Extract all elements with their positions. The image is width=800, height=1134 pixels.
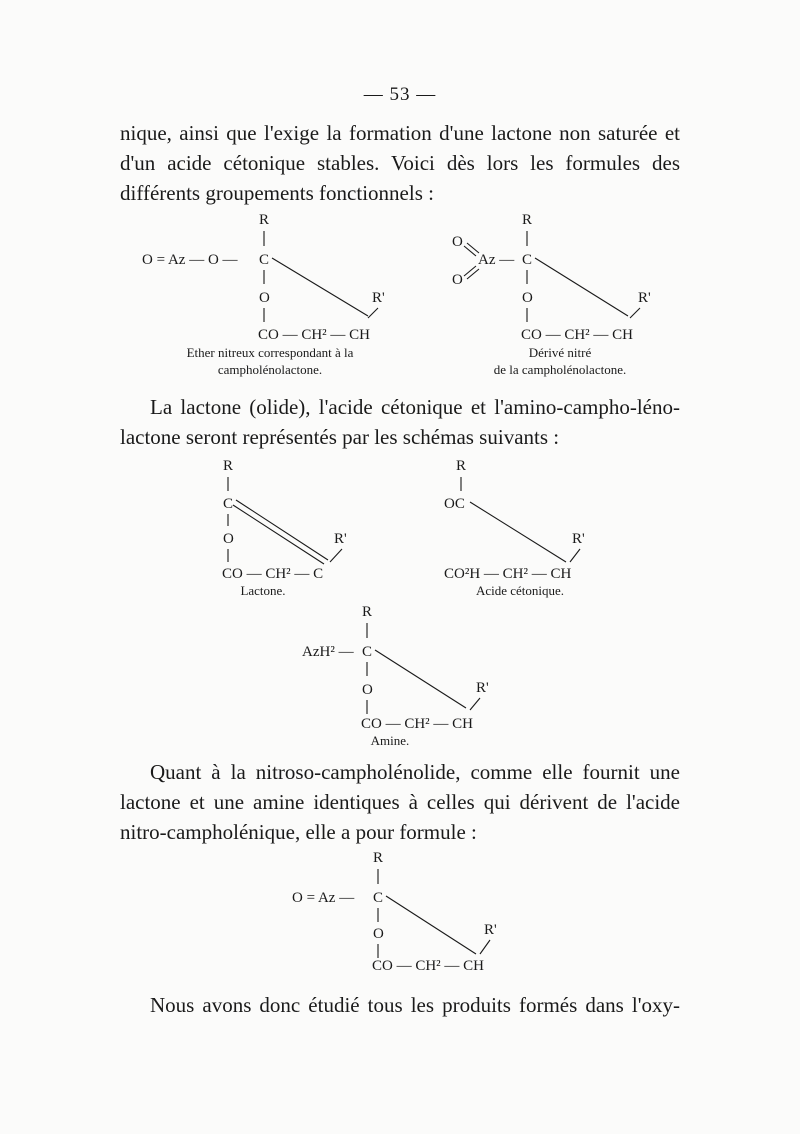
f6-c: C [373, 890, 384, 906]
f5-left-group: AzH² — [302, 644, 354, 660]
paragraph-1: nique, ainsi que l'exige la formation d'une lactone non saturée et d'un acide cétonique stables. Voici dès lors les formules des différents groupements fonctionnels : [120, 121, 680, 205]
f3-r-prime: R' [334, 531, 347, 547]
f2-bottom-chain: CO — CH² — CH [521, 327, 634, 343]
f5-o: O [362, 682, 373, 698]
f2-o: O [522, 290, 533, 306]
f1-bottom-chain: CO — CH² — CH [258, 327, 371, 343]
caption-nitre-line1: Dérivé nitré [528, 345, 592, 360]
f5-r: R [362, 604, 373, 620]
paragraph-4: Nous avons donc étudié tous les produits formés dans l'oxy- [150, 993, 680, 1017]
page-number: — 53 — [363, 84, 437, 105]
f5-r-prime: R' [476, 680, 489, 696]
f1-o: O [259, 290, 270, 306]
f1-left-group: O = Az — O — [142, 252, 238, 268]
caption-derive-nitre [460, 344, 660, 378]
f4-bottom-chain: CO²H — CH² — CH [444, 566, 572, 582]
f2-o-top: O [452, 234, 463, 250]
formula-acide-cetonique [440, 454, 610, 582]
caption-lactone: Lactone. [240, 583, 286, 598]
f4-r-prime: R' [572, 531, 585, 547]
f6-o: O [373, 926, 384, 942]
f5-c: C [362, 644, 373, 660]
caption-nitre-line2: de la campholénolactone. [493, 362, 627, 377]
formula-lactone [218, 454, 378, 582]
caption-ether-line2: campholénolactone. [217, 362, 323, 377]
f2-az: Az — [478, 252, 515, 268]
f5-bottom-chain: CO — CH² — CH [361, 716, 474, 732]
f3-o: O [223, 531, 234, 547]
caption-ether-line1: Ether nitreux correspondant à la [186, 345, 354, 360]
f2-r: R [522, 212, 533, 228]
caption-ether-nitreux [150, 344, 390, 378]
f3-r: R [223, 458, 234, 474]
paragraph-2: La lactone (olide), l'acide cétonique et l'amino-campho-léno-lactone seront représentés par les schémas suivants : [120, 395, 680, 449]
f2-r-prime: R' [638, 290, 651, 306]
f2-o-bottom: O [452, 272, 463, 288]
f3-bottom-chain: CO — CH² — C [222, 566, 324, 582]
f1-c: C [259, 252, 270, 268]
formula-derive-nitre [448, 208, 678, 343]
f3-c: C [223, 496, 234, 512]
f6-left-group: O = Az — [292, 890, 355, 906]
f4-oc: OC [444, 496, 465, 512]
formula-nitroso-campholenolide [290, 846, 510, 976]
caption-acide-cetonique: Acide cétonique. [475, 583, 565, 598]
f6-r-prime: R' [484, 922, 497, 938]
paragraph-3: Quant à la nitroso-campholénolide, comme elle fournit une lactone et une amine identiques à celles qui dérivent de l'acide nitro-campholénique, elle a pour formule : [120, 760, 680, 844]
f6-r: R [373, 850, 384, 866]
f4-r: R [456, 458, 467, 474]
f6-bottom-chain: CO — CH² — CH [372, 958, 485, 974]
f1-r: R [259, 212, 270, 228]
caption-amine: Amine. [370, 733, 410, 748]
formula-ether-nitreux [140, 208, 400, 343]
f2-c: C [522, 252, 533, 268]
f1-r-prime: R' [372, 290, 385, 306]
formula-amine [300, 600, 510, 730]
